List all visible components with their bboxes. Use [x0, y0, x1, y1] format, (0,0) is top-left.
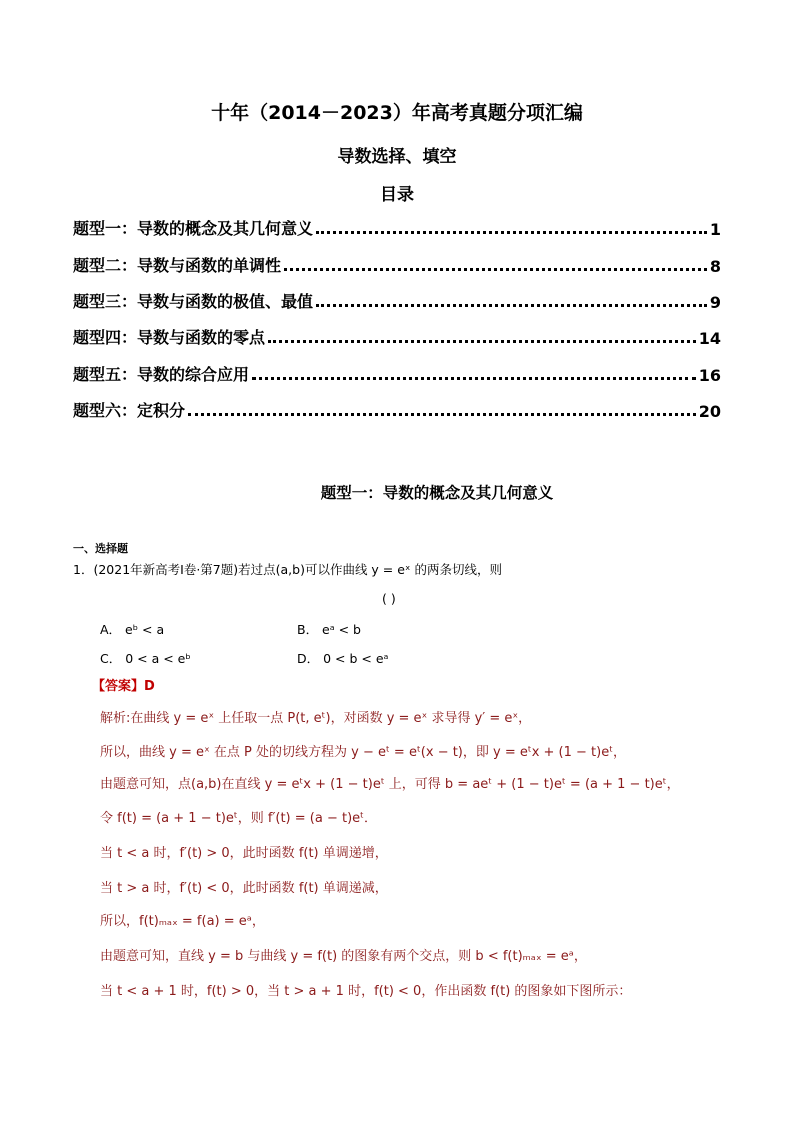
section-heading: 题型一：导数的概念及其几何意义: [320, 484, 554, 502]
answer-label: 【答案】D: [92, 679, 155, 694]
answer-blank: ( ): [382, 591, 396, 606]
toc-entry-page: 20: [698, 402, 721, 421]
solution-line: 由题意可知，直线 y = b 与曲线 y = f(t) 的图象有两个交点，则 b < f(t)ₘₐₓ = eᵃ，: [100, 949, 587, 964]
toc-entry-page: 9: [709, 293, 721, 312]
toc-entry[interactable]: [73, 215, 721, 239]
solution-line: 当 t > a 时，f′(t) < 0，此时函数 f(t) 单调递减，: [100, 881, 388, 896]
section-subheading: 一、选择题: [73, 542, 128, 555]
toc-entry-label: 题型二：导数与函数的单调性: [73, 256, 282, 275]
toc-leader: [268, 340, 696, 343]
toc-entry[interactable]: [73, 324, 721, 348]
option-b: B． eᵃ < b: [297, 622, 361, 637]
toc-leader: [316, 231, 707, 234]
solution-line: 当 t < a 时，f′(t) > 0，此时函数 f(t) 单调递增，: [100, 846, 388, 861]
toc-entry[interactable]: [73, 361, 721, 385]
toc-leader: [284, 268, 707, 271]
toc-entry[interactable]: [73, 397, 721, 421]
option-a: A． eᵇ < a: [100, 622, 165, 637]
toc-entry-page: 16: [698, 366, 721, 385]
toc-entry-page: 8: [709, 257, 721, 276]
toc-entry-label: 题型三：导数与函数的极值、最值: [73, 292, 314, 311]
toc-leader: [316, 304, 707, 307]
toc-entry-label: 题型一：导数的概念及其几何意义: [73, 219, 314, 238]
solution-line: 所以，曲线 y = eˣ 在点 P 处的切线方程为 y − eᵗ = eᵗ(x − t)，即 y = eᵗx + (1 − t)eᵗ，: [100, 745, 627, 760]
toc-leader: [188, 413, 696, 416]
solution-line: 所以，f(t)ₘₐₓ = f(a) = eᵃ，: [100, 914, 265, 929]
toc-entry-label: 题型六：定积分: [73, 401, 186, 420]
toc-entry-label: 题型四：导数与函数的零点: [73, 328, 266, 347]
toc-entry[interactable]: [73, 252, 721, 276]
toc-entry-page: 14: [698, 329, 721, 348]
toc-entry-page: 1: [709, 220, 721, 239]
solution-line: 由题意可知，点(a,b)在直线 y = eᵗx + (1 − t)eᵗ 上，可得 b = aeᵗ + (1 − t)eᵗ = (a + 1 − t)eᵗ，: [100, 777, 680, 792]
solution-line: 当 t < a + 1 时，f(t) > 0，当 t > a + 1 时，f(t) < 0，作出函数 f(t) 的图象如下图所示：: [100, 984, 632, 999]
document-subtitle: 导数选择、填空: [337, 147, 457, 167]
option-d: D． 0 < b < eᵃ: [297, 651, 389, 666]
document-title: 十年（2014－2023）年高考真题分项汇编: [211, 102, 583, 124]
toc-leader: [252, 377, 696, 380]
solution-line: 令 f(t) = (a + 1 − t)eᵗ，则 f′(t) = (a − t)eᵗ．: [100, 811, 377, 826]
option-c: C． 0 < a < eᵇ: [100, 651, 191, 666]
toc-heading: 目录: [380, 185, 414, 205]
toc-entry-label: 题型五：导数的综合应用: [73, 365, 250, 384]
toc-entry[interactable]: [73, 288, 721, 312]
solution-line: 解析:在曲线 y = eˣ 上任取一点 P(t, eᵗ)，对函数 y = eˣ 求导得 y′ = eˣ，: [100, 711, 532, 726]
question-stem: 1．(2021年新高考Ⅰ卷·第7题)若过点(a,b)可以作曲线 y = eˣ 的两条切线，则: [73, 562, 502, 577]
